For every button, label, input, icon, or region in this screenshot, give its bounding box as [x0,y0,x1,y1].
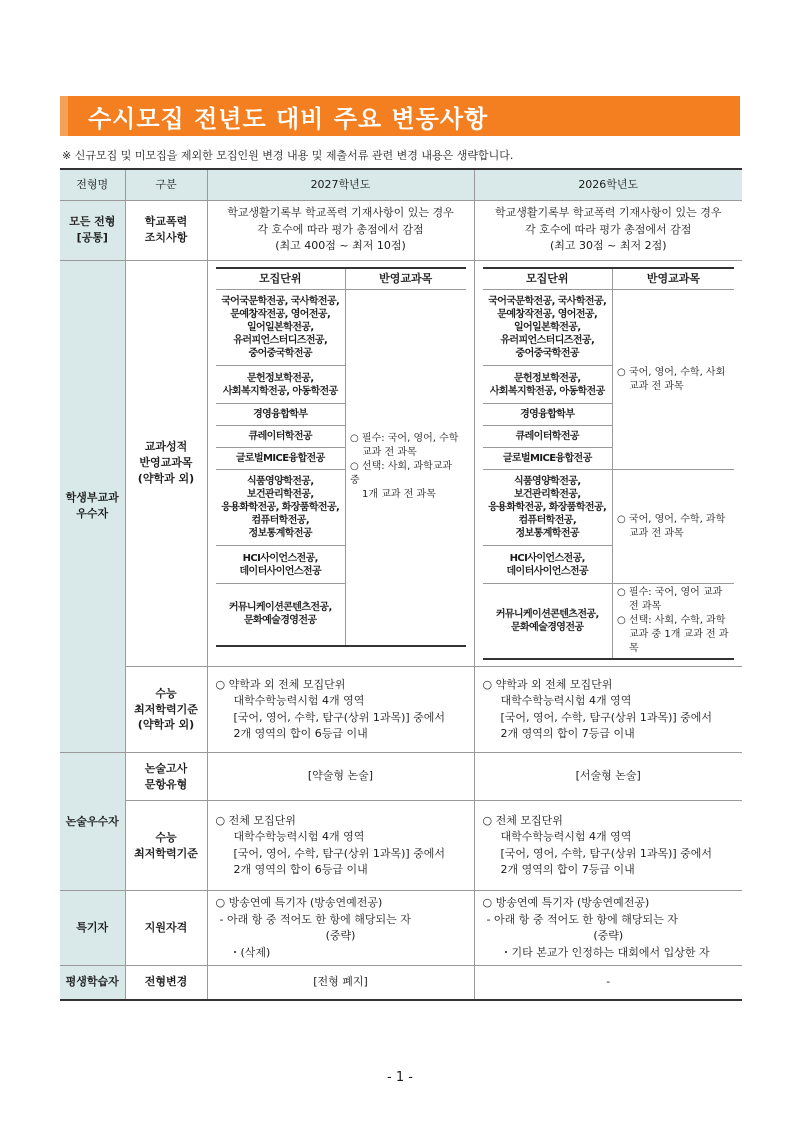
common-2026-line: 학교생활기록부 학교폭력 기재사항이 있는 경우 [494,206,722,220]
essay-csat-2027 [207,801,474,891]
special-2026 [474,891,742,966]
essay-csat-2026 [474,801,742,891]
csat-line: 2개 영역의 합이 7등급 이내 [500,727,635,740]
sub-header-unit: 모집단위 [216,268,346,290]
unit-line: 문화예술경영전공 [511,622,584,633]
row-school-csat [60,667,742,753]
special-line: ・(삭제) [229,945,271,959]
special-line: ○ 방송연예 특기자 (방송연예전공) [482,896,650,909]
row-school-subjects [60,260,742,667]
unit-cell [216,584,346,646]
unit-line: 정보통계학전공 [248,528,312,539]
common-category-line: 학교폭력 [144,215,188,229]
essay-question-category-line: 논술고사 [144,761,188,775]
note-text: ※ 신규모집 및 미모집을 제외한 모집인원 변경 내용 및 제출서류 관련 변경 내용은 생략합니다. [62,149,514,162]
header-row [60,169,742,200]
csat-line: [국어, 영어, 수학, 탐구(상위 1과목)] 중에서 [233,710,446,724]
school-csat-2027 [207,667,474,753]
row-special [60,891,742,966]
header-category: 구분 [125,169,207,200]
school-subjects-category-line: (약학과 외) [137,472,195,486]
essay-csat-category-line: 최저학력기준 [134,846,198,860]
special-line: - 아래 항 중 적어도 한 항에 해당되는 자 [219,912,411,926]
sub-header-subject: 반영교과목 [613,268,735,290]
unit-line: 문예창작전공, 영어전공, [497,309,598,320]
csat-line: [국어, 영어, 수학, 탐구(상위 1과목)] 중에서 [233,846,446,860]
common-2027 [207,200,474,260]
lifelong-2026: - [474,966,742,1000]
common-2026 [474,200,742,260]
unit-line: 보건관리학전공, [513,489,581,500]
csat-line: ○ 약학과 외 전체 모집단위 [215,677,346,691]
row-essay-csat [60,801,742,891]
subject-line: ○ 국어, 영어, 수학, 과학 [617,513,726,525]
unit-cell [483,366,613,404]
csat-line: 2개 영역의 합이 6등급 이내 [233,863,368,876]
sub-header-subject: 반영교과목 [346,268,466,290]
unit-cell [216,470,346,546]
lifelong-category: 전형변경 [125,966,207,1000]
unit-line: 식품영양학전공, [246,476,314,487]
unit-line: 커뮤니케이션콘텐츠전공, [228,602,332,614]
essay-type: 논술우수자 [60,753,125,891]
special-line: - 아래 항 중 적어도 한 항에 해당되는 자 [486,912,678,926]
unit-line: 문예창작전공, 영어전공, [230,309,331,320]
unit-cell: 큐레이터학전공 [216,426,346,448]
page-title: 수시모집 전년도 대비 주요 변동사항 [88,104,489,133]
csat-line: ○ 전체 모집단위 [215,813,296,827]
unit-line: 중어중국학전공 [515,348,579,359]
school-csat-category [125,667,207,753]
page-number: - 1 - [387,1070,413,1085]
lifelong-type: 평생학습자 [60,966,125,1000]
essay-question-category [125,753,207,801]
school-subjects-2027 [207,260,474,667]
unit-cell: 글로벌MICE융합전공 [483,448,613,470]
unit-line: 문헌정보학전공, [246,372,314,384]
unit-line: HCI사이언스전공, [242,552,318,564]
special-line: (중략) [593,929,624,942]
csat-category-line: (약학과 외) [137,718,195,732]
unit-cell [483,470,613,546]
subject-line: 교과 중 1개 교과 전 과목 [629,629,729,654]
unit-cell: 큐레이터학전공 [483,426,613,448]
lifelong-2027: [전형 폐지] [207,966,474,1000]
csat-line: 대학수학능력시험 4개 영역 [500,830,632,843]
subject-line: 교과 전 과목 [362,447,417,459]
special-line: ○ 방송연예 특기자 (방송연예전공) [215,896,383,909]
csat-line: 대학수학능력시험 4개 영역 [500,694,632,707]
subjects-table-2026 [483,267,735,661]
subject-line: 전 과목 [629,601,662,612]
essay-question-2026: [서술형 논술] [474,753,742,801]
unit-line: 커뮤니케이션콘텐츠전공, [495,609,599,620]
header-2027: 2027학년도 [207,169,474,200]
essay-csat-category-line: 수능 [155,830,177,844]
essay-question-category-line: 문항유형 [144,777,188,791]
row-common [60,200,742,260]
unit-line: 사회복지학전공, 아동학전공 [489,385,605,397]
subject-line: ○ 선택: 사회, 과학교과 중 [350,461,453,487]
school-subjects-2026 [474,260,742,667]
unit-line: 국어국문학전공, 국사학전공, [221,296,340,307]
common-2026-line: (최고 30점 ~ 최저 2점) [549,239,667,253]
unit-line: 데이터사이언스전공 [506,565,589,577]
unit-line: 문헌정보학전공, [513,372,581,384]
subject-line: ○ 국어, 영어, 수학, 사회 [617,366,726,378]
unit-cell [483,584,613,660]
csat-line: [국어, 영어, 수학, 탐구(상위 1과목)] 중에서 [500,710,713,724]
unit-cell [216,366,346,404]
common-type-line: [공통] [76,231,108,244]
unit-cell [483,546,613,584]
header-type: 전형명 [60,169,125,200]
csat-line: [국어, 영어, 수학, 탐구(상위 1과목)] 중에서 [500,846,713,860]
unit-line: 응용화학전공, 화장품학전공, [221,502,340,513]
changes-table [60,168,742,1001]
subjects-2026-cell-c [613,584,735,660]
unit-cell: 경영융합학부 [483,404,613,426]
unit-cell [216,546,346,584]
unit-line: 문화예술경영전공 [244,615,317,627]
csat-line: ○ 약학과 외 전체 모집단위 [482,677,613,691]
subjects-2026-cell-a [613,290,735,470]
special-line: (중략) [325,929,356,942]
unit-line: 일어일본학전공, [246,322,314,333]
common-2027-line: 학교생활기록부 학교폭력 기재사항이 있는 경우 [227,206,454,220]
row-lifelong [60,966,742,1000]
school-subjects-category [125,260,207,667]
csat-line: 대학수학능력시험 4개 영역 [233,694,365,707]
unit-line: 일어일본학전공, [513,322,581,333]
subject-line: ○ 필수: 국어, 영어, 수학 [350,433,459,445]
subjects-table-2027 [216,267,466,647]
unit-cell [216,290,346,366]
special-category: 지원자격 [125,891,207,966]
special-type: 특기자 [60,891,125,966]
school-subjects-category-line: 교과성적 [144,440,188,454]
common-2027-line: 각 호수에 따라 평가 총점에서 감점 [257,222,424,236]
school-type [60,260,125,753]
unit-cell: 글로벌MICE융합전공 [216,448,346,470]
sub-header-unit: 모집단위 [483,268,613,290]
subject-line: 1개 교과 전 과목 [362,489,436,501]
unit-line: HCI사이언스전공, [509,552,585,564]
row-essay-question [60,753,742,801]
header-2026: 2026학년도 [474,169,742,200]
unit-line: 식품영양학전공, [513,476,581,487]
unit-line: 유러피언스터디즈전공, [500,335,595,346]
subject-line: ○ 필수: 국어, 영어 교과 [617,587,723,598]
title-banner [60,96,740,136]
unit-line: 중어중국학전공 [248,348,312,359]
subject-line: 교과 전 과목 [629,380,684,392]
unit-line: 사회복지학전공, 아동학전공 [222,385,338,397]
special-2027 [207,891,474,966]
unit-line: 응용화학전공, 화장품학전공, [488,502,607,513]
subjects-2026-cell-b [613,470,735,584]
common-type [60,200,125,260]
csat-line: ○ 전체 모집단위 [482,813,563,827]
essay-question-2027: [약술형 논술] [207,753,474,801]
unit-line: 데이터사이언스전공 [239,565,322,577]
csat-line: 대학수학능력시험 4개 영역 [233,830,365,843]
school-type-line: 우수자 [76,507,109,521]
unit-line: 국어국문학전공, 국사학전공, [488,296,607,307]
common-category [125,200,207,260]
csat-category-line: 최저학력기준 [134,702,198,716]
common-category-line: 조치사항 [144,231,188,244]
unit-cell: 경영융합학부 [216,404,346,426]
special-line: ・기타 본교가 인정하는 대회에서 입상한 자 [500,945,710,959]
unit-line: 보건관리학전공, [246,489,314,500]
school-type-line: 학생부교과 [65,491,119,505]
common-2027-line: (최고 400점 ~ 최저 10점) [275,239,406,253]
csat-category-line: 수능 [155,686,177,700]
common-type-line: 모든 전형 [69,215,116,229]
unit-line: 컴퓨터학전공, [518,515,577,526]
common-2026-line: 각 호수에 따라 평가 총점에서 감점 [525,222,692,236]
school-csat-2026 [474,667,742,753]
subjects-2027-cell [346,290,466,646]
school-subjects-category-line: 반영교과목 [139,456,193,470]
unit-line: 정보통계학전공 [515,528,579,539]
unit-line: 유러피언스터디즈전공, [233,335,328,346]
unit-cell [483,290,613,366]
essay-csat-category [125,801,207,891]
unit-line: 컴퓨터학전공, [251,515,310,526]
csat-line: 2개 영역의 합이 7등급 이내 [500,863,635,876]
subject-line: ○ 선택: 사회, 수학, 과학 [617,615,726,626]
subject-line: 교과 전 과목 [629,527,684,539]
csat-line: 2개 영역의 합이 6등급 이내 [233,727,368,740]
